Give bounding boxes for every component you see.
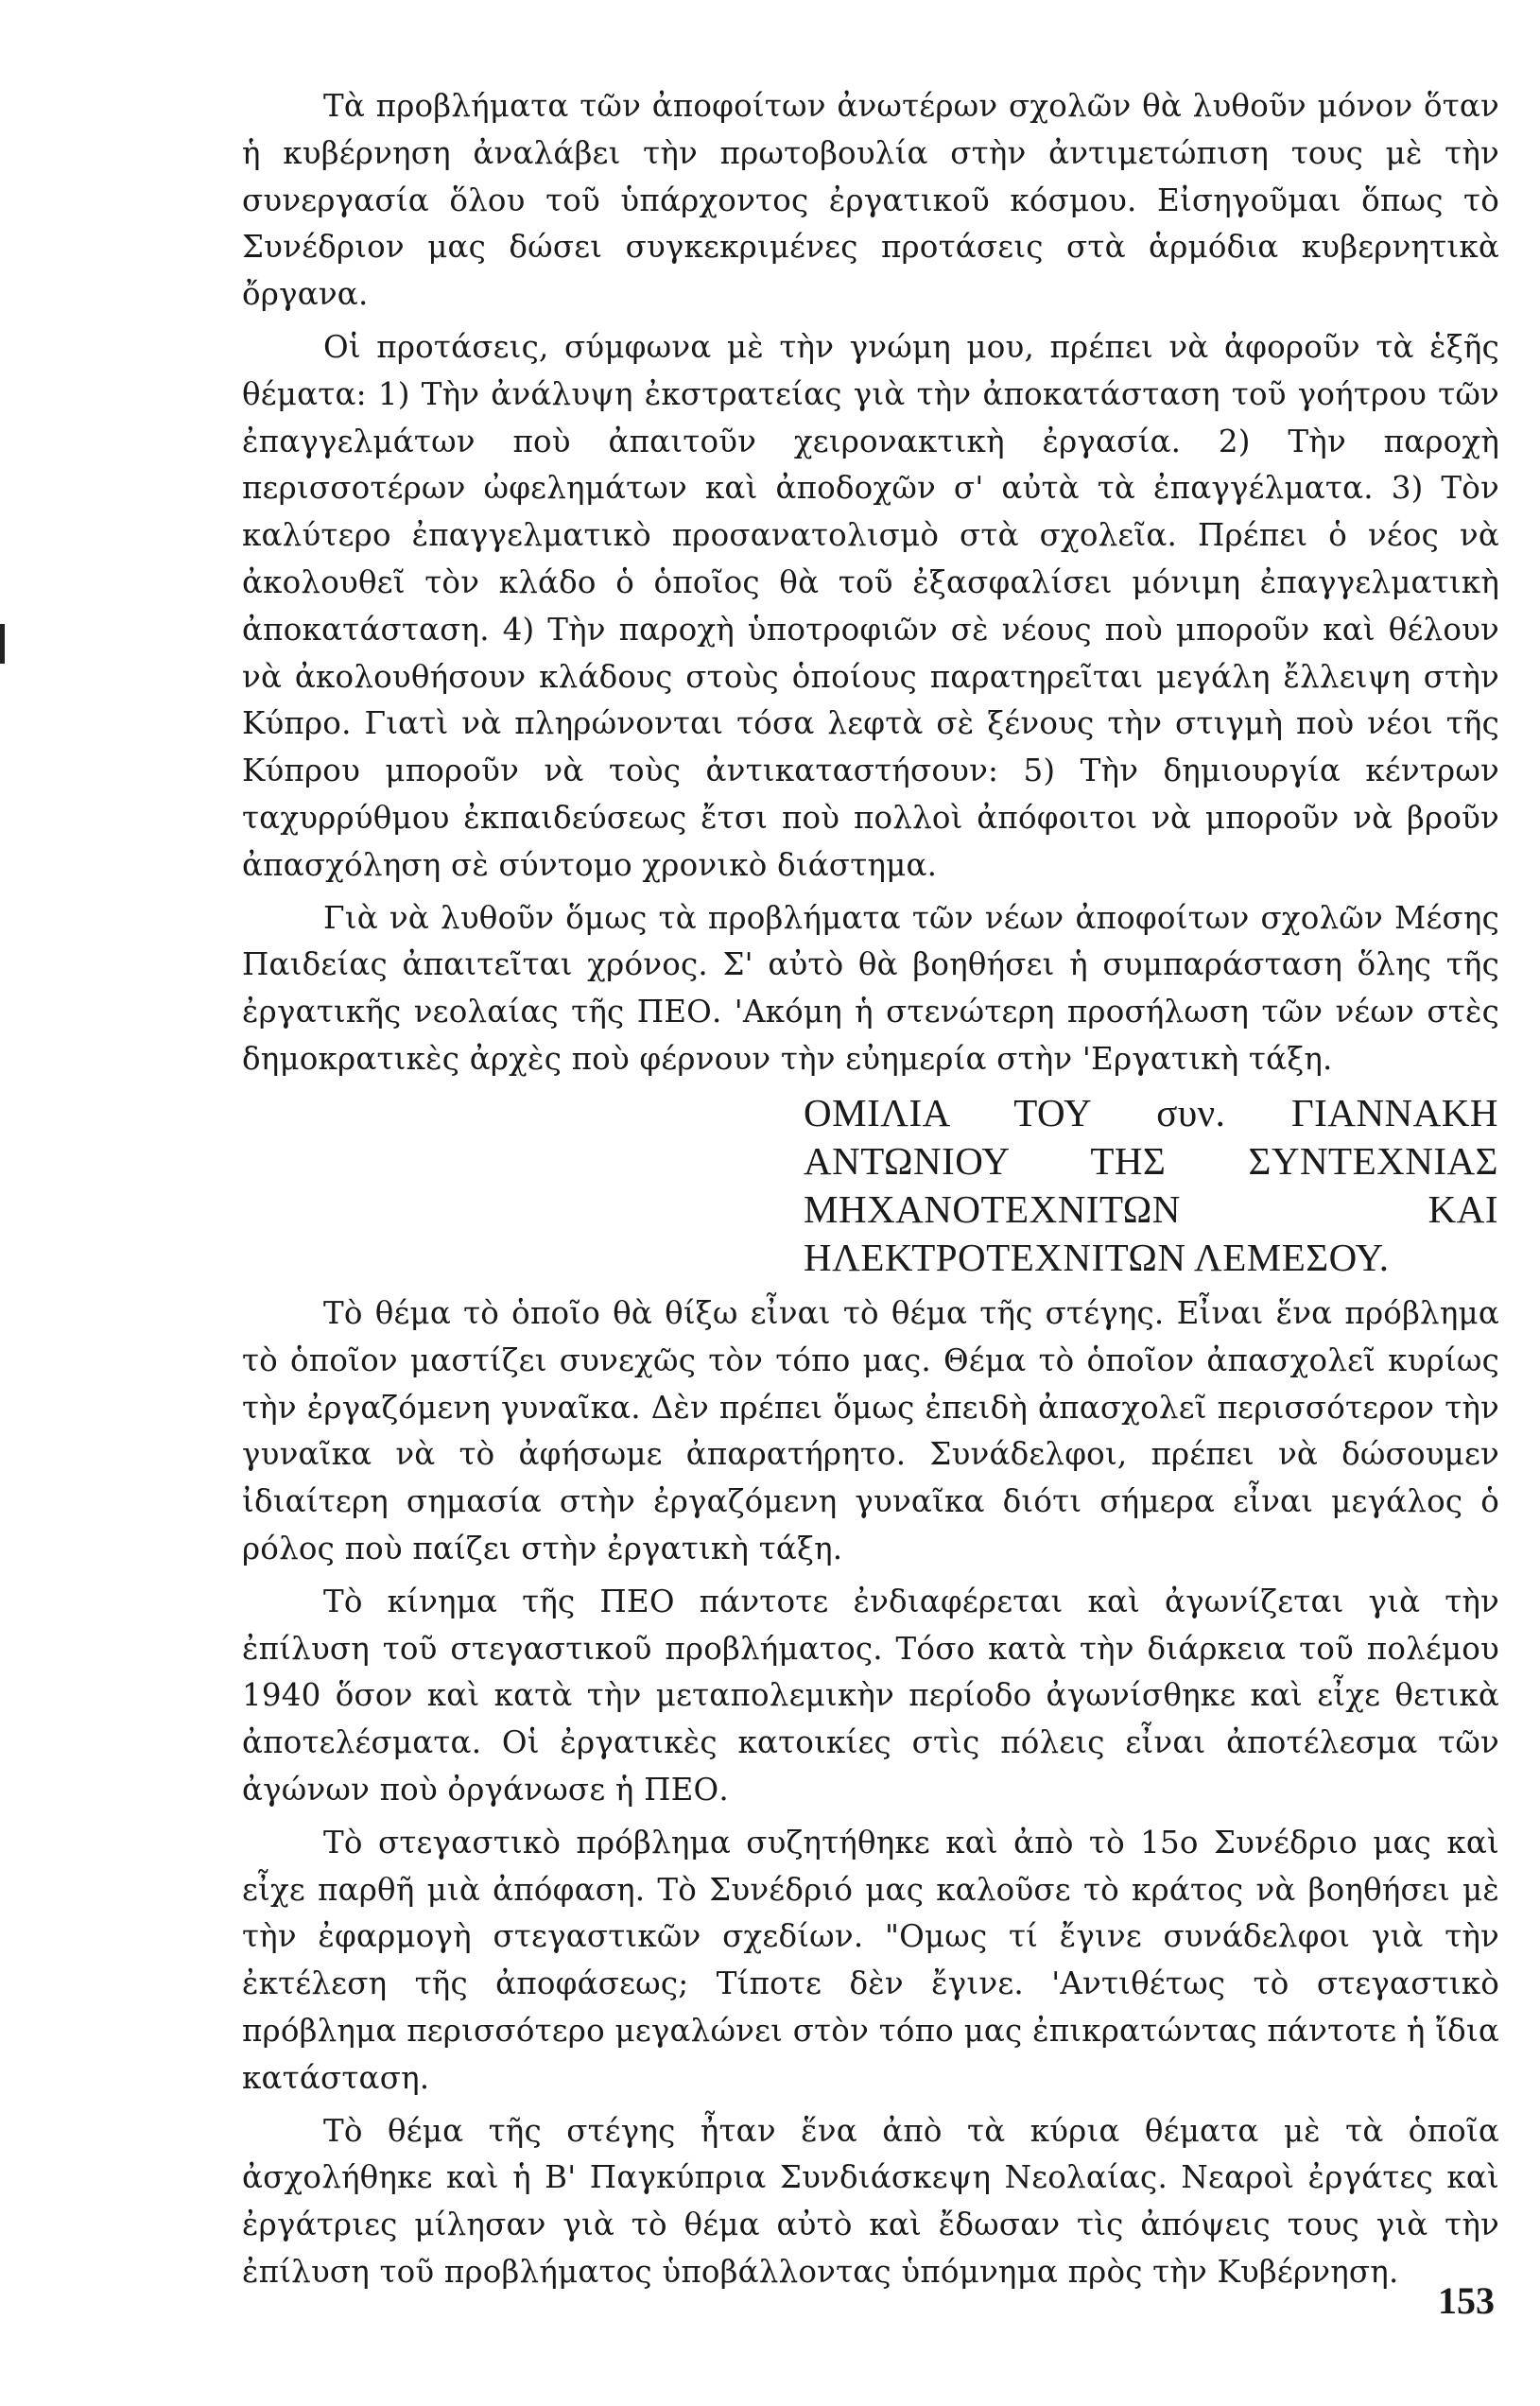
paragraph-time-required: Γιὰ νὰ λυθοῦν ὅμως τὰ προβλήματα τῶν νέων ἀποφοίτων σχολῶν Μέσης Παιδείας ἀπαιτεῖται χρόνος. Σ' αὐτὸ θὰ βοηθήσει ἡ συμπαράσταση ὅλης τῆς ἐργατικῆς νεολαίας τῆς ΠΕΟ. 'Ακόμη ἡ στενώτερη προσήλωση τῶν νέων στὲς δημοκρατικὲς ἀρχὲς ποὺ φέρνουν τὴν εὐημερία στὴν 'Εργατικὴ τάξη. xyxy=(242,899,1499,1077)
speech-heading: ΟΜΙΛΙΑ ΤΟΥ συν. ΓΙΑΝΝΑΚΗ ΑΝΤΩΝΙΟΥ ΤΗΣ ΣΥΝΤΕΧΝΙΑΣ ΜΗΧΑΝΟΤΕΧΝΙΤΩΝ ΚΑΙ ΗΛΕΚΤΡΟΤΕΧΝΙΤΩΝ ΛΕΜΕΣΟΥ. xyxy=(804,1091,1498,1279)
page-number: 153 xyxy=(1438,2279,1495,2322)
paragraph-housing-topic: Τὸ θέμα τὸ ὁποῖο θὰ θίξω εἶναι τὸ θέμα τῆς στέγης. Εἶναι ἕνα πρόβλημα τὸ ὁποῖον μαστίζει συνεχῶς τὸν τόπο μας. Θέμα τὸ ὁποῖον ἀπασχολεῖ κυρίως τὴν ἐργαζόμενη γυναῖκα. Δὲν πρέπει ὅμως ἐπειδὴ ἀπασχολεῖ περισσότερον τὴν γυναῖκα νὰ τὸ ἀφήσωμε ἀπαρατήρητο. Συνάδελφοι, πρέπει νὰ δώσουμεν ἰδιαίτερη σημασία στὴν ἐργαζόμενη γυναῖκα διότι σήμερα εἶναι μεγάλος ὁ ρόλος ποὺ παίζει στὴν ἐργατικὴ τάξη. xyxy=(242,1295,1499,1566)
paragraph-graduates-problems: Τὰ προβλήματα τῶν ἀποφοίτων ἀνωτέρων σχολῶν θὰ λυθοῦν μόνον ὅταν ἡ κυβέρνηση ἀναλάβει τὴν πρωτοβουλία στὴν ἀντιμετώπιση τους μὲ τὴν συνεργασία ὅλου τοῦ ὑπάρχοντος ἐργατικοῦ κόσμου. Εἰσηγοῦμαι ὅπως τὸ Συνέδριον μας δώσει συγκεκριμένες προτάσεις στὰ ἁρμόδια κυβερνητικὰ ὄργανα. xyxy=(242,88,1499,313)
paragraph-housing-problem: Τὸ στεγαστικὸ πρόβλημα συζητήθηκε καὶ ἀπὸ τὸ 15ο Συνέδριο μας καὶ εἶχε παρθῆ μιὰ ἀπόφαση. Τὸ Συνέδριό μας καλοῦσε τὸ κράτος νὰ βοηθήσει μὲ τὴν ἐφαρμογὴ στεγαστικῶν σχεδίων. "Ομως τί ἔγινε συνάδελφοι γιὰ τὴν ἐκτέλεση τῆς ἀποφάσεως; Τίποτε δὲν ἔγινε. 'Αντιθέτως τὸ στεγαστικὸ πρόβλημα περισσότερο μεγαλώνει στὸν τόπο μας ἐπικρατώντας πάντοτε ἡ ἴδια κατάσταση. xyxy=(242,1824,1499,2096)
binding-edge-mark xyxy=(0,624,5,664)
body-text-section-1 xyxy=(242,83,1499,1089)
paragraph-proposals: Οἱ προτάσεις, σύμφωνα μὲ τὴν γνώμη μου, πρέπει νὰ ἀφοροῦν τὰ ἑξῆς θέματα: 1) Τὴν ἀνάλυψη ἐκστρατείας γιὰ τὴν ἀποκατάσταση τοῦ γοήτρου τῶν ἐπαγγελμάτων ποὺ ἀπαιτοῦν χειρονακτικὴ ἐργασία. 2) Τὴν παροχὴ περισσοτέρων ὠφελημάτων καὶ ἀποδοχῶν σ' αὐτὰ τὰ ἐπαγγέλματα. 3) Τὸν καλύτερο ἐπαγγελματικὸ προσανατολισμὸ στὰ σχολεῖα. Πρέπει ὁ νέος νὰ ἀκολουθεῖ τὸν κλάδο ὁ ὁποῖος θὰ τοῦ ἐξασφαλίσει μόνιμη ἐπαγγελματικὴ ἀποκατάσταση. 4) Τὴν παροχὴ ὑποτροφιῶν σὲ νέους ποὺ μποροῦν καὶ θέλουν νὰ ἀκολουθήσουν κλάδους στοὺς ὁποίους παρατηρεῖται μεγάλη ἔλλειψη στὴν Κύπρο. Γιατὶ νὰ πληρώνονται τόσα λεφτὰ σὲ ξένους τὴν στιγμὴ ποὺ νέοι τῆς Κύπρου μποροῦν νὰ τοὺς ἀντικαταστήσουν: 5) Τὴν δημιουργία κέντρων ταχυρρύθμου ἐκπαιδεύσεως ἔτσι ποὺ πολλοὶ ἀπόφοιτοι νὰ μποροῦν νὰ βροῦν ἀπασχόληση σὲ σύντομο χρονικὸ διάστημα. xyxy=(242,328,1499,883)
body-text-section-2 xyxy=(242,1290,1499,2302)
paragraph-peo-movement: Τὸ κίνημα τῆς ΠΕΟ πάντοτε ἐνδιαφέρεται καὶ ἀγωνίζεται γιὰ τὴν ἐπίλυση τοῦ στεγαστικοῦ προβλήματος. Τόσο κατὰ τὴν διάρκεια τοῦ πολέμου 1940 ὅσον καὶ κατὰ τὴν μεταπολεμικὴν περίοδο ἀγωνίσθηκε καὶ εἶχε θετικὰ ἀποτελέσματα. Οἱ ἐργατικὲς κατοικίες στὶς πόλεις εἶναι ἀποτέλεσμα τῶν ἀγώνων ποὺ ὀργάνωσε ἡ ΠΕΟ. xyxy=(242,1583,1499,1808)
paragraph-youth-conference: Τὸ θέμα τῆς στέγης ἦταν ἕνα ἀπὸ τὰ κύρια θέματα μὲ τὰ ὁποῖα ἀσχολήθηκε καὶ ἡ Β' Παγκύπρια Συνδιάσκεψη Νεολαίας. Νεαροὶ ἐργάτες καὶ ἐργάτριες μίλησαν γιὰ τὸ θέμα αὐτὸ καὶ ἔδωσαν τὶς ἀπόψεις τους γιὰ τὴν ἐπίλυση τοῦ προβλήματος ὑποβάλλοντας ὑπόμνημα πρὸς τὴν Κυβέρνηση. xyxy=(242,2112,1499,2290)
